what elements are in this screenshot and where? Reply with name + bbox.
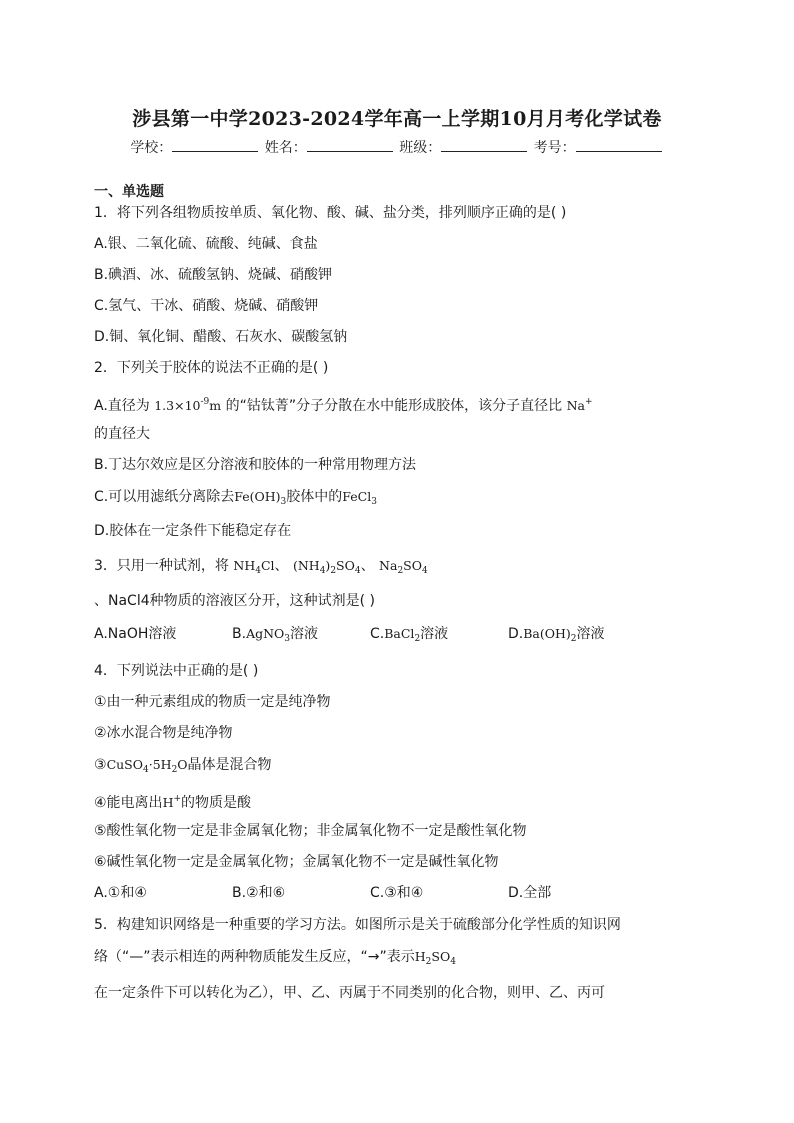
- formula-nh4cl: $NH_4Cl$: [233, 558, 275, 576]
- q2-option-c: C.可以用滤纸分离除去$Fe(OH)_3$胶体中的FeCl$_3$: [94, 489, 377, 507]
- q3-option-c: C.BaCl$_2$溶液: [370, 626, 449, 644]
- q4-statement-2: ②冰水混合物是纯净物: [94, 725, 233, 741]
- q3-stem: 3．只用一种试剂，将 $NH_4Cl$、 $(NH_4)_2SO_4$、 $Na_2SO_4$: [94, 558, 428, 576]
- school-label: 学校：: [130, 140, 173, 156]
- q1-stem: 1．将下列各组物质按单质、氧化物、酸、碱、盐分类，排列顺序正确的是( ): [94, 205, 567, 221]
- q1-option-b: B.碘酒、冰、硫酸氢钠、烧碱、硝酸钾: [94, 267, 333, 283]
- q4-option-c: C.③和④: [370, 885, 424, 901]
- q4-option-d: D.全部: [508, 885, 552, 901]
- q2-stem: 2．下列关于胶体的说法不正确的是( ): [94, 360, 329, 376]
- q4-statement-5: ⑤酸性氧化物一定是非金属氧化物；非金属氧化物不一定是酸性氧化物: [94, 823, 527, 839]
- q1-option-a: A.银、二氧化硫、硫酸、纯碱、食盐: [94, 236, 318, 252]
- q5-stem-line1: 5．构建知识网络是一种重要的学习方法。如图所示是关于硫酸部分化学性质的知识网: [94, 917, 621, 933]
- q2-option-b: B.丁达尔效应是区分溶液和胶体的一种常用物理方法: [94, 457, 417, 473]
- q1-option-c: C.氢气、干冰、硝酸、烧碱、硝酸钾: [94, 298, 319, 314]
- q4-stem: 4．下列说法中正确的是( ): [94, 663, 259, 679]
- q3-option-a: A.NaOH溶液: [94, 626, 177, 642]
- school-blank[interactable]: [172, 137, 258, 152]
- q1-option-d: D.铜、氧化铜、醋酸、石灰水、碳酸氢钠: [94, 329, 348, 345]
- q5-stem-line3: 在一定条件下可以转化为乙），甲、乙、丙属于不同类别的化合物，则甲、乙、丙可: [94, 985, 605, 1001]
- q2-option-a-cont: 的直径大: [94, 426, 150, 442]
- q3-option-b: B.AgNO$_3$溶液: [232, 626, 319, 644]
- q4-statement-1: ①由一种元素组成的物质一定是纯净物: [94, 694, 331, 710]
- formula-na-ion: Na+: [566, 397, 593, 413]
- formula-feoh3: $Fe(OH)_3$: [234, 489, 287, 507]
- number-label: 考号：: [533, 140, 576, 156]
- name-blank[interactable]: [307, 137, 393, 152]
- q5-stem-line2: 络（“—”表示相连的两种物质能发生反应，“→”表示$H_2SO_4$: [94, 949, 456, 967]
- section-heading: 一、单选题: [94, 184, 164, 200]
- q4-statement-3: $③CuSO_4\cdot 5H_2O$晶体是混合物: [94, 757, 272, 775]
- formula-fecl3: FeCl$_3$: [342, 489, 377, 507]
- q3-stem-cont: 、NaCl4种物质的溶液区分开，这种试剂是( ): [94, 593, 375, 609]
- formula-nh4-2so4: $(NH_4)_2SO_4$: [292, 558, 361, 576]
- q2-option-a: A.直径为 $1.3\times 10^{-9}m$ 的“钴钛菁”分子分散在水中能形成胶体，该分子直径比 Na+: [94, 397, 593, 414]
- q3-options: [94, 624, 605, 649]
- class-blank[interactable]: [441, 137, 527, 152]
- number-blank[interactable]: [576, 137, 662, 152]
- q4-options: [94, 883, 551, 903]
- formula-h-ion: H+: [162, 794, 182, 810]
- class-label: 班级：: [399, 140, 442, 156]
- q4-option-b: B.②和⑥: [232, 885, 286, 901]
- q3-option-d: $D.Ba(OH)_2$溶液: [508, 626, 605, 644]
- name-label: 姓名：: [264, 140, 307, 156]
- formula-diameter: $1.3\times 10^{-9}m$: [154, 397, 222, 413]
- q4-statement-4: ④能电离出H+的物质是酸: [94, 794, 252, 811]
- q4-statement-6: ⑥碱性氧化物一定是金属氧化物；金属氧化物不一定是碱性氧化物: [94, 854, 499, 870]
- q2-option-d: D.胶体在一定条件下能稳定存在: [94, 523, 292, 539]
- formula-na2so4: $Na_2SO_4$: [379, 558, 428, 576]
- q4-option-a: A.①和④: [94, 885, 147, 901]
- exam-title: 涉县第一中学2023-2024学年高一上学期10月月考化学试卷: [132, 108, 662, 130]
- student-info-row: [0, 137, 794, 157]
- formula-h2so4: $H_2SO_4$: [414, 949, 456, 967]
- formula-cuso4-5h2o: $CuSO_4\cdot 5H_2O$: [106, 757, 188, 775]
